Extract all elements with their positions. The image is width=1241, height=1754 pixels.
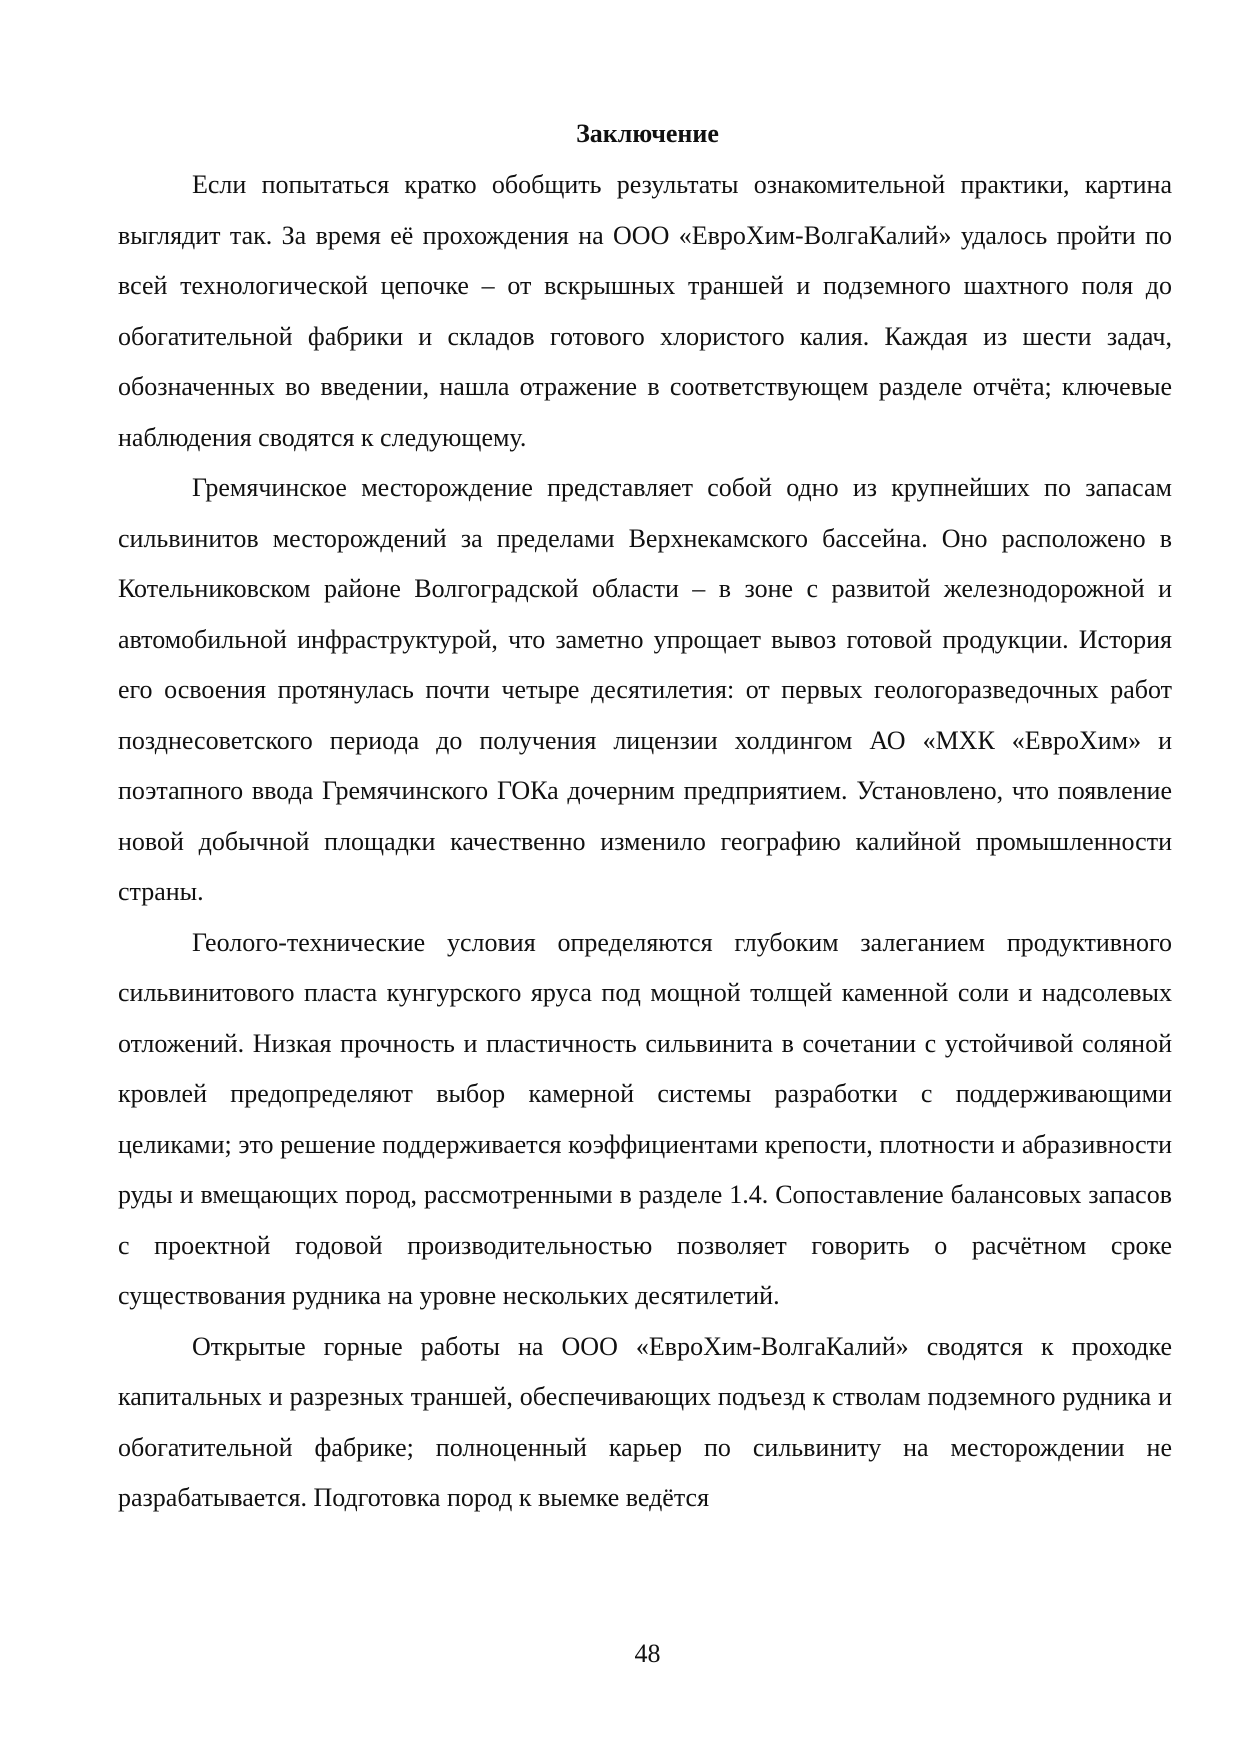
paragraph-1: Если попытаться кратко обобщить результаты ознакомительной практики, картина выглядит так. За время её прохождения на ООО «ЕвроХим-ВолгаКалий» удалось пройти по всей технологической цепочке – от вскрышных траншей и подземного шахтного поля до обогатительной фабрики и складов готового хлористого калия. Каждая из шести задач, обозначенных во введении, нашла отражение в соответствующем разделе отчёта; ключевые наблюдения сводятся к следующему. [118,170,1172,452]
body-text [118,160,1172,1524]
section-heading: Заключение [576,119,719,148]
page-number: 48 [634,1639,661,1668]
paragraph-3: Геолого-технические условия определяются глубоким залеганием продуктивного сильвинитового пласта кунгурского яруса под мощной толщей каменной соли и надсолевых отложений. Низкая прочность и пластичность сильвинита в сочетании с устойчивой соляной кровлей предопределяют выбор камерной системы разработки с поддерживающими целиками; это решение поддерживается коэффициентами крепости, плотности и абразивности руды и вмещающих пород, рассмотренными в разделе 1.4. Сопоставление балансовых запасов с проектной годовой производительностью позволяет говорить о расчётном сроке существования рудника на уровне нескольких десятилетий. [118,927,1172,1310]
paragraph-2: Гремячинское месторождение представляет собой одно из крупнейших по запасам сильвинитов месторождений за пределами Верхнекамского бассейна. Оно расположено в Котельниковском районе Волгоградской области – в зоне с развитой железнодорожной и автомобильной инфраструктурой, что заметно упрощает вывоз готовой продукции. История его освоения протянулась почти четыре десятилетия: от первых геологоразведочных работ позднесоветского периода до получения лицензии холдингом АО «МХК «ЕвроХим» и поэтапного ввода Гремячинского ГОКа дочерним предприятием. Установлено, что появление новой добычной площадки качественно изменило географию калийной промышленности страны. [118,473,1172,906]
paragraph-4: Открытые горные работы на ООО «ЕвроХим-ВолгаКалий» сводятся к проходке капитальных и разрезных траншей, обеспечивающих подъезд к стволам подземного рудника и обогатительной фабрике; полноценный карьер по сильвиниту на месторождении не разрабатывается. Подготовка пород к выемке ведётся [118,1331,1172,1512]
